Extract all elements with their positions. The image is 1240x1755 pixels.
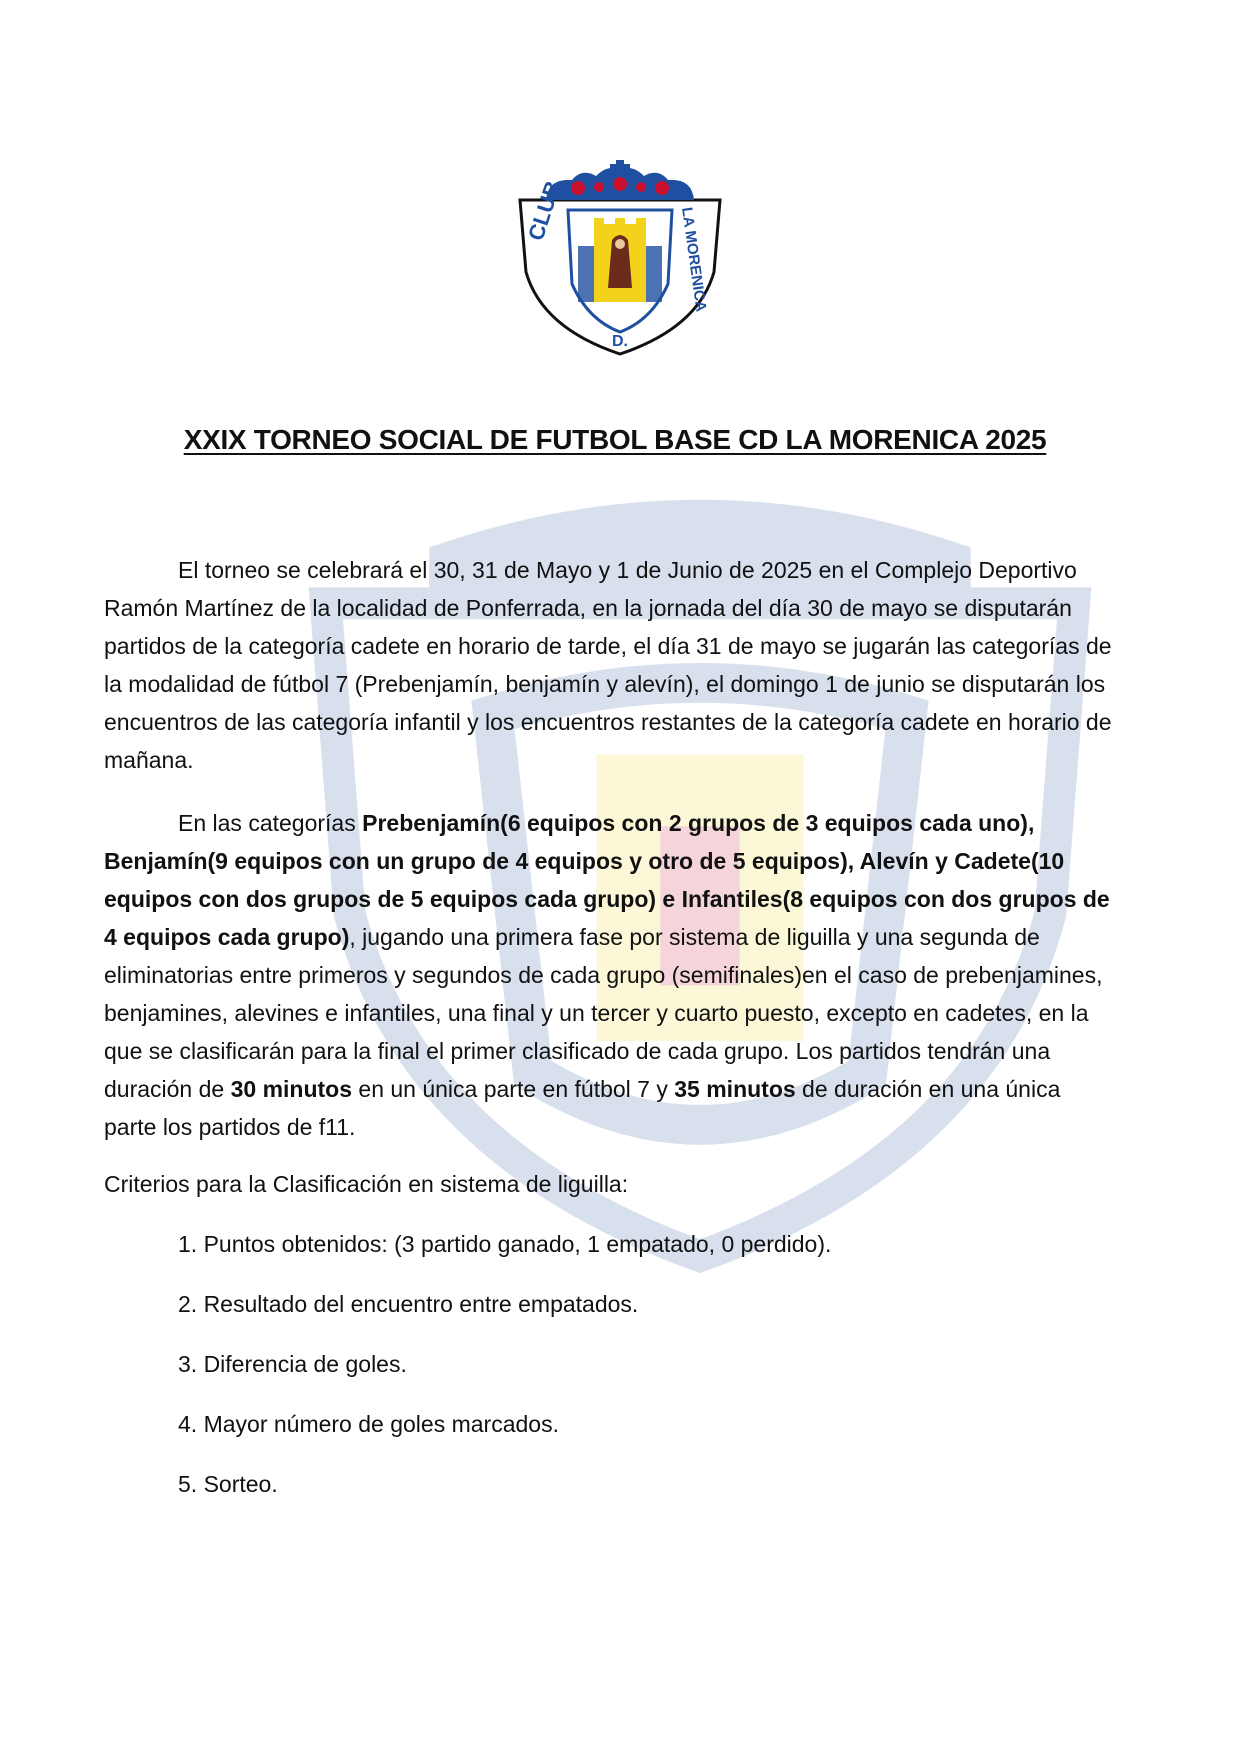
crest-text-bottom: D. — [612, 333, 628, 350]
paragraph-categories-text-3: en un única parte en fútbol 7 y — [352, 1076, 675, 1102]
paragraph-categories-bold-2: 30 minutos — [230, 1076, 353, 1102]
document-title: XXIX TORNEO SOCIAL DE FUTBOL BASE CD LA MORENICA 2025 — [183, 424, 1047, 455]
paragraph-categories-text-1: En las categorías — [178, 810, 363, 836]
paragraph-intro: El torneo se celebrará el 30, 31 de Mayo y 1 de Junio de 2025 en el Complejo Deportivo Ramón Martínez de la localidad de Ponferrada, en la jornada del día 30 de mayo se disputarán partidos de la categoría cadete en horario de tarde, el día 31 de mayo se jugarán las categorías de la modalidad de fútbol 7 (Prebenjamín, benjamín y alevín), el domingo 1 de junio se disputarán los encuentros de las categoría infantil y los encuentros restantes de la categoría cadete en horario de mañana. — [104, 557, 1112, 773]
paragraph-categories-bold-1: Prebenjamín(6 equipos con 2 grupos de 3 equipos cada uno), Benjamín(9 equipos con un grupo de 4 equipos y otro de 5 equipos), Alevín y Cadete(10 equipos con dos grupos de 5 equipos cada grupo) e Infantiles(8 equipos con dos grupos de 4 equipos cada grupo) — [104, 810, 1110, 950]
criteria-heading: Criterios para la Clasificación en sistema de liguilla: — [104, 1171, 629, 1197]
paragraph-categories-text-4: de duración en una única parte los partidos de f11. — [104, 1076, 1061, 1140]
paragraph-categories-text-2: , jugando una primera fase por sistema de liguilla y una segunda de eliminatorias entre primeros y segundos de cada grupo (semifinales)en el caso de prebenjamines, benjamines, alevines e infantiles, una final y un tercer y cuarto puesto, excepto en cadetes, en la que se clasificarán para la final el primer clasificado de cada grupo. Los partidos tendrán una duración de — [104, 924, 1103, 1102]
criteria-item: 2. Resultado del encuentro entre empatados. — [178, 1291, 639, 1317]
paragraph-categories — [104, 804, 1114, 1146]
club-crest-icon — [512, 160, 728, 358]
criteria-item: 3. Diferencia de goles. — [178, 1351, 407, 1377]
paragraph-categories-bold-3: 35 minutos — [674, 1076, 796, 1102]
criteria-list — [178, 1225, 831, 1525]
crest-text-left: CLUB — [522, 177, 566, 244]
crest-text-right: LA MORENICA — [678, 206, 710, 313]
criteria-item: 1. Puntos obtenidos: (3 partido ganado, 1 empatado, 0 perdido). — [178, 1231, 832, 1257]
criteria-item: 5. Sorteo. — [178, 1471, 278, 1497]
criteria-item: 4. Mayor número de goles marcados. — [178, 1411, 559, 1437]
